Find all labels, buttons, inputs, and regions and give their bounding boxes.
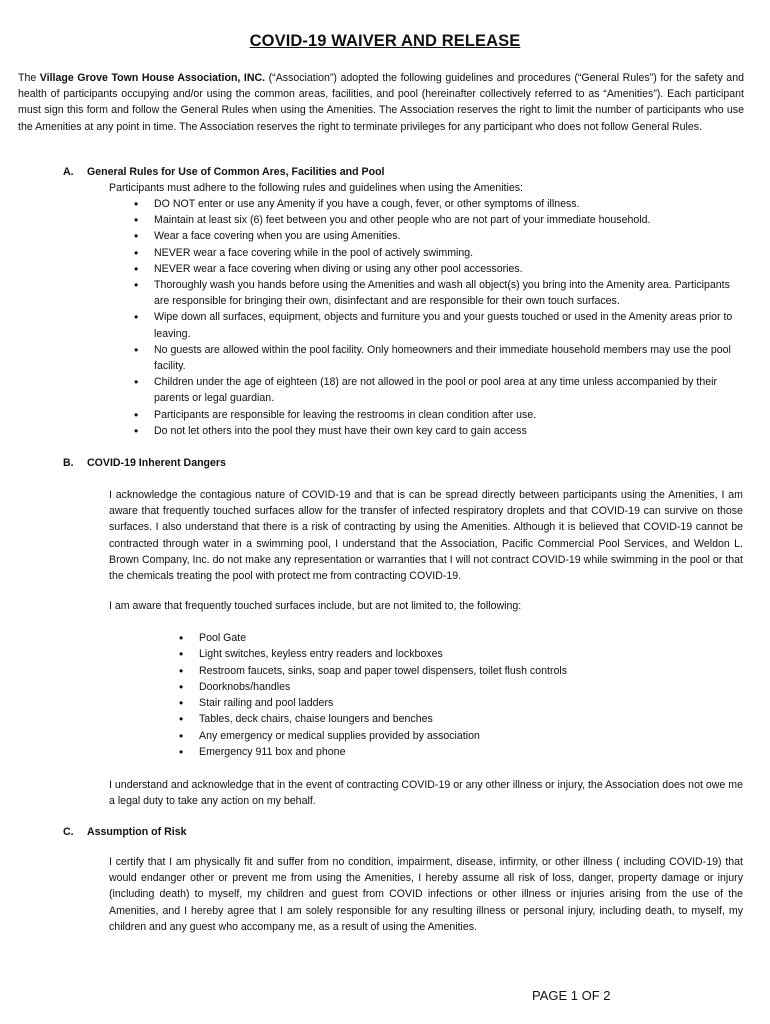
list-item: • No guests are allowed within the pool facility. Only homeowners and their immediate household members may use the pool facility.: [134, 342, 746, 374]
page-title: COVID-19 WAIVER AND RELEASE: [249, 32, 521, 50]
intro-prefix: The: [18, 72, 40, 84]
list-item: • Any emergency or medical supplies provided by association: [179, 728, 739, 744]
section-b-paragraph-2: I am aware that frequently touched surfaces include, but are not limited to, the following:: [109, 600, 522, 612]
section-b-letter: B.: [63, 457, 74, 469]
association-name: Village Grove Town House Association, INC.: [39, 72, 266, 84]
section-a-heading: [63, 164, 384, 180]
section-a-letter: A.: [63, 166, 74, 178]
list-item: • Light switches, keyless entry readers and lockboxes: [179, 646, 739, 662]
list-item: • Doorknobs/handles: [179, 679, 739, 695]
section-c-letter: C.: [63, 826, 74, 838]
list-item: • Wear a face covering when you are using Amenities.: [134, 228, 746, 244]
list-item: • NEVER wear a face covering when diving or using any other pool accessories.: [134, 261, 746, 277]
list-item: • Restroom faucets, sinks, soap and paper towel dispensers, toilet flush controls: [179, 663, 739, 679]
section-a-title: General Rules for Use of Common Ares, Facilities and Pool: [87, 166, 385, 178]
list-item: • Stair railing and pool ladders: [179, 695, 739, 711]
section-b-title: COVID-19 Inherent Dangers: [87, 457, 226, 469]
list-item: • Wipe down all surfaces, equipment, objects and furniture you and your guests touched or used in the Amenity areas prior to leaving.: [134, 309, 746, 341]
list-item: • Maintain at least six (6) feet between you and other people who are not part of your immediate household.: [134, 212, 746, 228]
page-number: PAGE 1 OF 2: [532, 988, 611, 1003]
list-item: • Tables, deck chairs, chaise loungers and benches: [179, 711, 739, 727]
section-a-lead: Participants must adhere to the following rules and guidelines when using the Amenities:: [109, 182, 523, 194]
list-item: • Do not let others into the pool they must have their own key card to gain access: [134, 423, 746, 439]
section-c-title: Assumption of Risk: [87, 826, 187, 838]
list-item: • Participants are responsible for leaving the restrooms in clean condition after use.: [134, 407, 746, 423]
rules-list: [134, 196, 746, 439]
section-c-heading: [63, 824, 186, 840]
intro-body: (“Association”) adopted the following guidelines and procedures (“General Rules”) for the safety and health of participants occupying and/or using the common areas, facilities, and pool (hereinafter collectively referred to as “Amenities”). Each participant must sign this form and follow the General Rules when using the Amenities. The Association reserves the right to limit the number of participants who use the Amenities at any point in time. The Association reserves the right to terminate privileges for any participant who does not follow General Rules.: [18, 72, 744, 133]
section-c-paragraph-1: I certify that I am physically fit and suffer from no condition, impairment, disease, infirmity, or other illness ( including COVID-19) that would endanger other or prevent me from using the Amenities, I hereby assume all risk of loss, danger, property damage or injury (including death) to myself, my children and guest from COVID infections or other illness or injuries arising from the use of the Amenities, and I hereby agree that I am solely responsible for any resulting illness or personal injury, including death, to myself, my children and any guest who accompany me, as a result of using the Amenities.: [109, 856, 743, 933]
list-item: • NEVER wear a face covering while in the pool of actively swimming.: [134, 245, 746, 261]
list-item: • Pool Gate: [179, 630, 739, 646]
list-item: • DO NOT enter or use any Amenity if you have a cough, fever, or other symptoms of illness.: [134, 196, 746, 212]
list-item: • Emergency 911 box and phone: [179, 744, 739, 760]
intro-paragraph: [18, 70, 744, 135]
list-item: • Thoroughly wash you hands before using the Amenities and wash all object(s) you bring into the Amenity area. Participants are responsible for bringing their own, disinfectant and are responsible for their own touch surfaces.: [134, 277, 746, 309]
list-item: • Children under the age of eighteen (18) are not allowed in the pool or pool area at any time unless accompanied by their parents or legal guardian.: [134, 374, 746, 406]
section-b-paragraph-3: I understand and acknowledge that in the event of contracting COVID-19 or any other illness or injury, the Association does not owe me a legal duty to take any action on my behalf.: [109, 779, 743, 808]
section-b-heading: [63, 455, 226, 471]
surfaces-list: [179, 630, 739, 760]
section-b-paragraph-1: I acknowledge the contagious nature of COVID-19 and that is can be spread directly between participants using the Amenities, I am aware that frequently touched surfaces allow for the transfer of infected respiratory droplets and that COVID-19 can survive on those surfaces. I also understand that there is a risk of contracting by using the Amenities. Although it is believed that COVID-19 cannot be contracted through water in a swimming pool, I understand that the Association, Pacific Commercial Pool Services, and Weldon L. Brown Company, Inc. do not make any representation or warranties that I will not contract COVID-19 while swimming in the pool or that the chemicals treating the pool with protect me from contracting COVID-19.: [109, 489, 743, 583]
